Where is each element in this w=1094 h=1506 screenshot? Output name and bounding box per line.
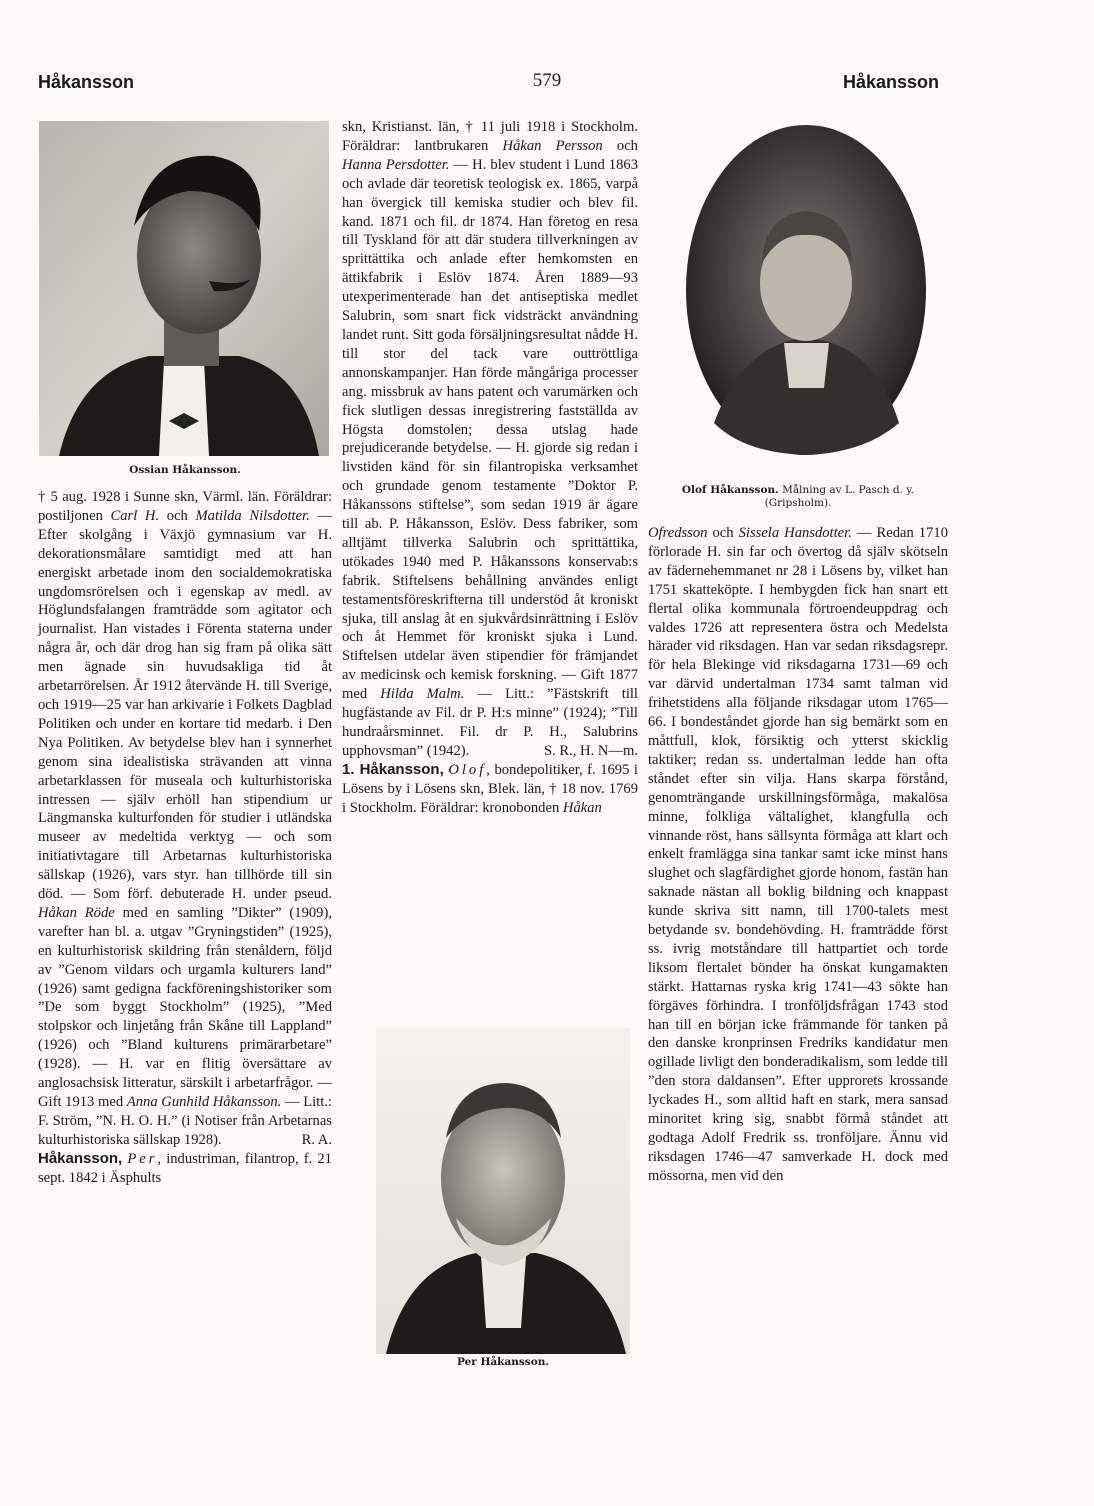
entry-per-start: [38, 1150, 332, 1188]
text-run: och: [707, 525, 739, 541]
page-number: 579: [532, 70, 562, 91]
text-run: Håkan: [562, 799, 602, 816]
text-run: Håkan Röde: [38, 904, 115, 921]
entry-per-text: [342, 118, 638, 761]
text-run: med en samling ”Dikter” (1909), varefter han bl. a. utgav ”Gryningstiden” (1925), en kulturhistorisk skildring från stenåldern, följd av ”Genom vildars och urgamla kulturers land” (1926) samt gedigna fackföreningshistoriker som ”De som byggt Stockholm” (1925), ”Med stolpskor och linjetång från Skåne till Lappland” (1926) och ”Bland kulturens primärarbetare” (1928). — H. var en flitig översättare av anglosachsisk litteratur, särskilt i arbetarfrågor. — Gift 1913 med: [38, 904, 332, 1110]
signature-ra: R. A.: [301, 1131, 332, 1148]
entry-firstname-per: Per: [127, 1150, 158, 1167]
text-run: Hanna Persdotter.: [342, 156, 450, 173]
text-run: — Litt.: ”Fästskrift till hugfästande av Fil. dr P. H:s minne” (1924); ”Till hundraårsminnet. Fil. dr P. H., Salubrins upphovsman” (1942).: [342, 686, 638, 759]
caption-ossian: Ossian Håkansson.: [129, 464, 241, 476]
running-head-right: Håkansson: [842, 72, 939, 92]
text-run: Hilda Malm.: [380, 686, 465, 703]
text-run: Håkan Persson: [502, 137, 603, 154]
text-run: † 5 aug. 1928 i Sunne skn, Värml. län. Föräldrar: postiljonen: [38, 489, 332, 524]
caption-per: Per Håkansson.: [456, 1356, 550, 1368]
text-run: — Efter skolgång i Växjö gymnasium var H. dekorationsmålare samtidigt med att han energiskt arbetade inom den socialdemokratiska ungdomsrörelsen och i egenskap av medl. av Höglundsfalangen framträdde som agitator och journalist. Han vistades i Förenta staterna under några år, och där drog han sig fram på olika sätt men ägnade sin huvudsakliga tid åt arbetarrörelsen. År 1912 återvände H. till Sverige, och 1919—25 var han arkivarie i Folkets Dagblad Politiken och under en kortare tid medarb. i Den Nya Politiken. Av betydelse blev han i synnerhet genom sina idealistiska strävanden att vinna arbetarklassen för museala och kulturhistoriska intressen — själv erhöll han stipendium ur Längmanska kulturfonden för studier i utländska museer av medeltida verktyg — och som initiativtagare till Arbetarnas kulturhistoriska sällskap (1926), vars styr. han tillhörde till sin död. — Som förf. debuterade H. under pseud.: [38, 507, 333, 903]
text-run: — H. blev student i Lund 1863 och avlade där teoretisk teologisk ex. 1865, varpå han övergick till kemiska studier och blev fil. kand. 1871 och fil. dr 1874. Han företog en resa till Tyskland för att där studera tillverkningen av sprittättika och anlade efter hemkomsten en ättikfabrik i Eslöv 1874. Åren 1889—93 utexperimenterade han det antiseptiska medlet Salubrin, som snart fick vidsträckt användning landet runt. Sitt goda försäljningsresultat nådde H. till stor del tack vare outtröttliga annonskampanjer. Han förde mångåriga processer ang. missbruk av hans patent och varumärken och fick slutligen dessas inregistrering fastställda av Högsta domstolen; dessa utslag hade prejudicerande betydelse. — H. gjorde sig redan i livstiden känd för sin filantropiska verksamhet och grundade genom testamente ”Doktor P. Håkanssons stiftelse”, som sedan 1919 är ägare till ab. P. Håkansson, Eslöv. Dess fabriker, som alltjämt tillverka Salubrin och sprittättika, utökades 1940 med P. Håkanssons konservab:s fabrik. Stiftelsens behållning användes enligt testamentsföreskrifterna till understöd åt kroniskt sjuka, till anslag åt en sjukvårdsinrättning i Eslöv och åt Hemmet för kroniskt sjuka i Lund. Stiftelsen utdelar även stipendier för främjandet av medicinsk och kemisk forskning. — Gift 1877 med: [342, 156, 638, 703]
caption-olof-credit: Målning av L. Pasch d. y.: [782, 484, 915, 496]
text-run: Ofredsson: [648, 525, 708, 541]
portrait-olof-hakansson: [684, 123, 929, 458]
entry-firstname-olof: Olof: [448, 761, 487, 778]
text-run: — Redan 1710 förlorade H. sin far och övertog då själv skötseln av fädernehemmanet nr 28 i Lösens by, vilket han 1751 skatteköpte. I hembygden fick han snart ett flertal olika kommunala förtroendeuppdrag och valdes 1726 att representera östra och Medelsta härader vid riksdagen. Han var sedan riksdagsrepr. för hela Blekinge vid riksdagarna 1731—69 och var därvid undertalman 1734 samt talman vid frihetstidens alla följande riksdagar utom 1765—66. I bondeståndet gjorde han sig bemärkt som en måttfull, klok, försiktig och ytterst skicklig taktiker; redan ss. undertalman ledde han ofta ståndet efter sin vilja. Hans skarpa förstånd, genomträngande urskillningsförmåga, makalösa minne, folkliga vältalighet, klangfulla och vinnande röst, hans sällsynta förmåga att klart och enkelt framlägga sina tankar samt icke minst hans slughet och slagfärdighet gjorde honom, fastän han saknade nästan all boklig bildning och knappast kunde skriva sitt namn, till 1700-talets mest betydande sv. bondehövding. H. framträdde först ss. ivrig motståndare till hattpartiet och torde liksom flertalet bönder ha önskat kungamakten stärkt. Hattarnas ryska krig 1741—43 sökte han förgäves förhindra. I tronföljdsfrågan 1743 stod han till en början icke främmande för tanken på den danske kronprinsen Fredriks kandidatur men ogillade livligt den bonderadikalism, som ledde till ”den stora daldansen”. Efter upprorets krossande lyckades H., som alltid haft en stark, mera sansad minoritet kring sig, snabbt förmå ståndet att godtaga Adolf Fredrik ss. tronföljare. Ännu vid riksdagen 1746—47 samverkade H. dock med mössorna, men vid den: [648, 525, 948, 1184]
text-run: Matilda Nilsdotter.: [195, 507, 310, 524]
caption-olof-name: Olof Håkansson.: [681, 484, 779, 496]
text-run: Carl H.: [110, 507, 160, 524]
text-run: skn, Kristianst. län, † 11 juli 1918 i Stockholm. Föräldrar: lantbrukaren: [342, 119, 638, 154]
text-run: , industriman, filantrop, f. 21 sept. 1842 i Äsphults: [38, 1150, 332, 1186]
caption-olof: [648, 484, 948, 510]
text-run: och: [159, 507, 196, 524]
column-3: [648, 524, 948, 1186]
entry-olof-text: [648, 524, 948, 1186]
portrait-per-hakansson: [376, 1028, 630, 1354]
text-run: Sissela Hansdotter.: [738, 525, 852, 541]
portrait-ossian-hakansson: [39, 121, 329, 456]
entry-heading-olof: 1. Håkansson,: [342, 760, 444, 778]
text-run: , bondepolitiker, f. 1695 i Lösens by i Lösens skn, Blek. län, † 18 nov. 1769 i Stockholm. Föräldrar: kronobonden: [342, 761, 638, 816]
text-run: — Litt.: F. Ström, ”N. H. O. H.” (i Notiser från Arbetarnas kulturhistoriska sällskap 1928).: [38, 1094, 332, 1148]
running-head-left: Håkansson: [38, 72, 135, 92]
text-run: Anna Gunhild Håkansson.: [126, 1094, 282, 1110]
entry-olof-start: [342, 761, 638, 818]
text-run: och: [602, 137, 638, 154]
column-2: [342, 118, 638, 818]
entry-heading-per: Håkansson,: [38, 1149, 123, 1167]
column-1: [38, 488, 332, 1188]
signature-sr-hn: S. R., H. N—m.: [543, 742, 638, 759]
entry-ossian-text: [38, 488, 332, 1150]
caption-olof-location: (Gripsholm).: [764, 497, 832, 509]
